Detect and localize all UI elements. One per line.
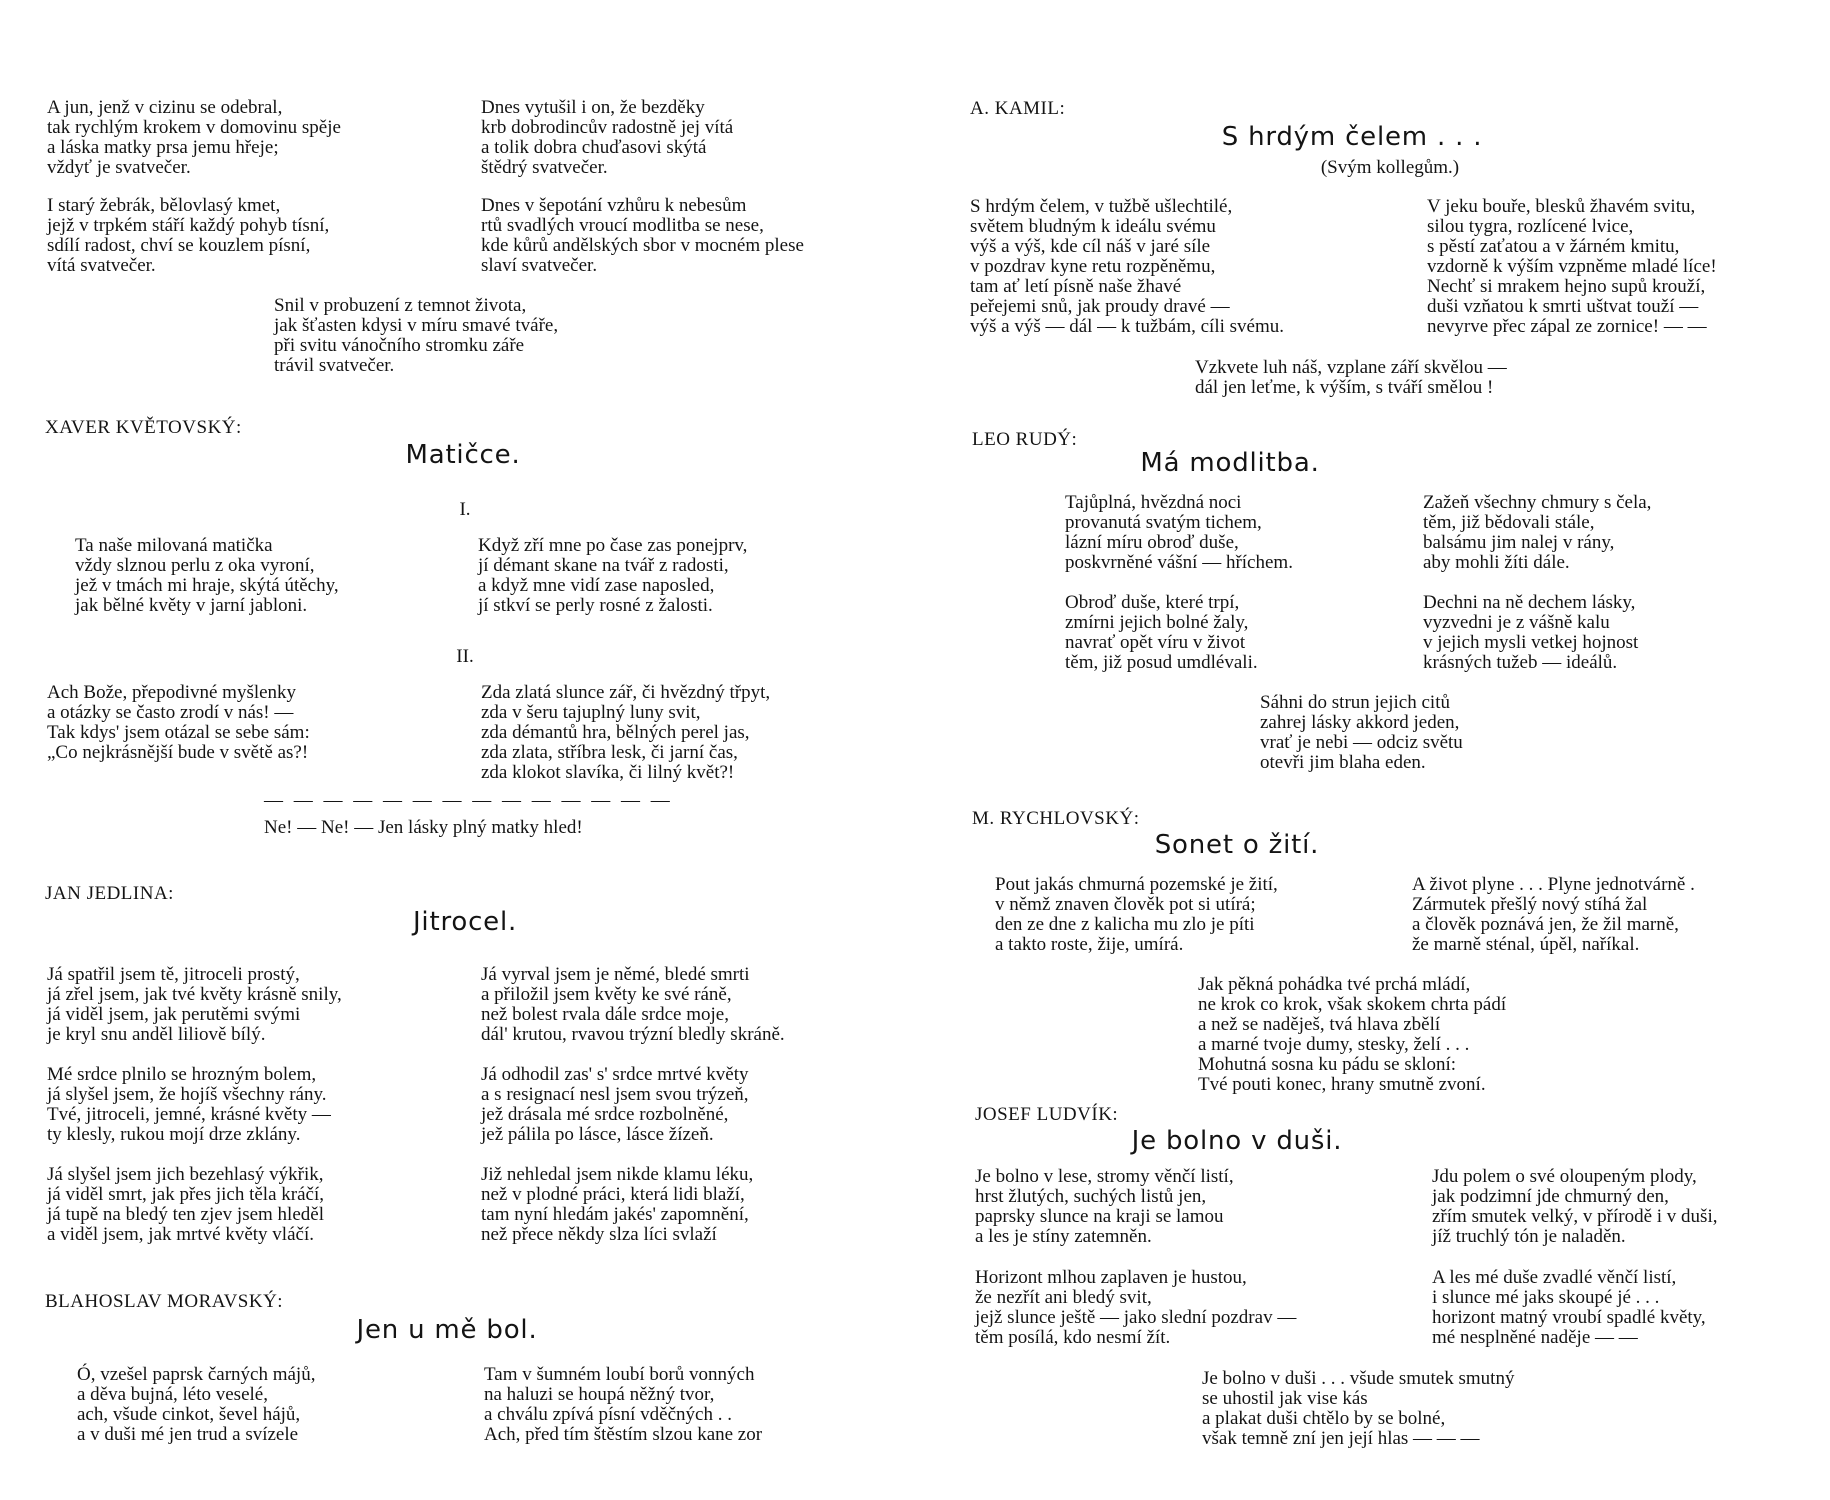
sonet-stanza-3 — [1198, 975, 1506, 1095]
poem-line: Sáhni do strun jejich citů — [1260, 692, 1450, 713]
poem-line: ach, všude cinkot, ševel hájů, — [77, 1404, 301, 1425]
poem-line: peřejemi snů, jak proudy dravé — — [970, 296, 1230, 317]
poem-line: zmírni jejich bolné žaly, — [1065, 612, 1249, 633]
poem-line: trávil svatvečer. — [274, 355, 395, 376]
poem-line: Jak pěkná pohádka tvé prchá mládí, — [1198, 974, 1471, 995]
jitrocel-stanza-5 — [47, 1165, 324, 1245]
poem-line: na haluzi se houpá něžný tvor, — [484, 1384, 715, 1405]
maticce-stanza-1 — [75, 536, 339, 616]
poem-line: světem bludným k ideálu svému — [970, 216, 1216, 237]
poem-line: zřím smutek velký, v přírodě i v duši, — [1432, 1206, 1718, 1227]
poem-line: vyzvedni je z vášně kalu — [1423, 612, 1610, 633]
poem-line: jak bělné květy v jarní jabloni. — [75, 595, 308, 616]
poem-line: těm, již posud umdlévali. — [1065, 652, 1258, 673]
poem-line: nevyrve přec zápal ze zornice! — — — [1427, 316, 1707, 337]
je-bolno-stanza-4 — [1432, 1268, 1706, 1348]
maticce-stanza-3 — [47, 683, 310, 763]
poem-line: Tajůplná, hvězdná noci — [1065, 492, 1242, 513]
poem-line: štědrý svatvečer. — [481, 157, 608, 178]
poem-line: V jeku bouře, blesků žhavém svitu, — [1427, 196, 1696, 217]
poem-line: a přiložil jsem květy ke své ráně, — [481, 984, 732, 1005]
poem-line: Tak kdys' jsem otázal se sebe sám: — [47, 722, 310, 743]
poem-author: M. RYCHLOVSKÝ: — [972, 808, 1140, 829]
poem-line: Již nehledal jsem nikde klamu léku, — [481, 1164, 754, 1185]
poem-line: však temně zní jen její hlas — — — — [1202, 1428, 1480, 1449]
poem-line: paprsky slunce na kraji se lamou — [975, 1206, 1224, 1227]
intro-stanza-1 — [47, 98, 341, 178]
poem-line: Dnes vytušil i on, že bezděky — [481, 97, 705, 118]
poem-line: a otázky se často zrodí v nás! — — [47, 702, 294, 723]
poem-line: Zármutek přešlý nový stíhá žal — [1412, 894, 1648, 915]
poem-line: v němž znaven člověk pot si utírá; — [995, 894, 1256, 915]
poem-line: slaví svatvečer. — [481, 255, 598, 276]
poem-subtitle: (Svým kollegům.) — [1320, 157, 1460, 178]
poem-line: v pozdrav kyne retu rozpěněmu, — [970, 256, 1216, 277]
poem-line: aby mohli žíti dále. — [1423, 552, 1570, 573]
ma-modlitba-stanza-4 — [1423, 593, 1638, 673]
poem-line: Nechť si mrakem hejno supů krouží, — [1427, 276, 1706, 297]
poem-line: krb dobrodincův radostně jej vítá — [481, 117, 734, 138]
poem-title: Má modlitba. — [1140, 448, 1320, 478]
poem-line: Tvé, jitroceli, jemné, krásné květy — — [47, 1104, 331, 1125]
poem-line: a marné tvoje dumy, stesky, želí . . . — [1198, 1034, 1470, 1055]
poem-line: a v duši mé jen trud a svízele — [77, 1424, 299, 1445]
poem-line: těm posílá, kdo nesmí žít. — [975, 1327, 1171, 1348]
poem-line: dál' krutou, rvavou trýzní bledly skráně. — [481, 1024, 785, 1045]
poem-line: rtů svadlých vroucí modlitba se nese, — [481, 215, 764, 236]
poem-line: Snil v probuzení z temnot života, — [274, 295, 527, 316]
poem-line: vítá svatvečer. — [47, 255, 156, 276]
poem-line: Tvé pouti konec, hrany smutně zvoní. — [1198, 1074, 1486, 1095]
poem-line: balsámu jim nalej v rány, — [1423, 532, 1615, 553]
poem-line: A jun, jenž v cizinu se odebral, — [47, 97, 283, 118]
poem-title: Matičce. — [405, 440, 521, 470]
section-number: II. — [456, 646, 474, 667]
poem-line: Je bolno v lese, stromy věnčí listí, — [975, 1166, 1234, 1187]
right-page — [915, 0, 1830, 1500]
poem-author: LEO RUDÝ: — [972, 429, 1078, 450]
poem-line: Zažeň všechny chmury s čela, — [1423, 492, 1652, 513]
poem-line: Jdu polem o své oloupeným plody, — [1432, 1166, 1697, 1187]
poem-line: S hrdým čelem, v tužbě ušlechtilé, — [970, 196, 1233, 217]
poem-line: těm, již bědovali stále, — [1423, 512, 1595, 533]
poem-line: Pout jakás chmurná pozemské je žití, — [995, 874, 1278, 895]
poem-line: při svitu vánočního stromku záře — [274, 335, 525, 356]
poem-line: a děva bujná, léto veselé, — [77, 1384, 268, 1405]
jitrocel-stanza-2 — [481, 965, 785, 1045]
poem-line: horizont matný vroubí spadlé květy, — [1432, 1307, 1706, 1328]
maticce-stanza-2 — [478, 536, 747, 616]
poem-line: tak rychlým krokem v domovinu spěje — [47, 117, 341, 138]
poem-line: a když mne vidí zase naposled, — [478, 575, 715, 596]
poem-line: já zřel jsem, jak tvé květy krásně snily, — [47, 984, 342, 1005]
poem-line: a les je stíny zatemněn. — [975, 1226, 1152, 1247]
je-bolno-stanza-3 — [975, 1268, 1296, 1348]
poem-line: Já odhodil zas' s' srdce mrtvé květy — [481, 1064, 749, 1085]
poem-line: a chválu zpívá písní vděčných . . — [484, 1404, 732, 1425]
poem-line: já viděl jsem, jak perutěmi svými — [47, 1004, 301, 1025]
intro-stanza-2 — [481, 98, 733, 178]
poem-author: XAVER KVĚTOVSKÝ: — [45, 417, 242, 438]
poem-line: Já vyrval jsem je němé, bledé smrti — [481, 964, 750, 985]
poem-line: vždy slznou perlu z oka vyroní, — [75, 555, 315, 576]
ma-modlitba-stanza-2 — [1423, 493, 1651, 573]
ma-modlitba-stanza-1 — [1065, 493, 1293, 573]
poem-line: že marně sténal, úpěl, naříkal. — [1412, 934, 1640, 955]
poem-line: ne krok co krok, však skokem chrta pádí — [1198, 994, 1507, 1015]
intro-stanza-5 — [274, 296, 558, 376]
poem-line: dál jen leťme, k výším, s tváří smělou ! — [1195, 377, 1494, 398]
poem-line: Mohutná sosna ku pádu se skloní: — [1198, 1054, 1457, 1075]
poem-line: A les mé duše zvadlé věnčí listí, — [1432, 1267, 1677, 1288]
je-bolno-stanza-2 — [1432, 1167, 1717, 1247]
poem-line: i slunce mé jaks skoupé jé . . . — [1432, 1287, 1660, 1308]
poem-line: krásných tužeb — ideálů. — [1423, 652, 1618, 673]
maticce-stanza-4 — [481, 683, 770, 783]
poem-line: Dnes v šepotání vzhůru k nebesům — [481, 195, 747, 216]
poem-line: tam nyní hledám jakés' zapomnění, — [481, 1204, 749, 1225]
poem-line: Tam v šumném loubí borů vonných — [484, 1364, 755, 1385]
poem-line: Dechni na ně dechem lásky, — [1423, 592, 1636, 613]
poem-line: vrať je nebi — odciz světu — [1260, 732, 1463, 753]
poem-line: než v plodné práci, která lidi blaží, — [481, 1184, 745, 1205]
poem-title: Jen u mě bol. — [356, 1315, 538, 1345]
poem-line: já viděl smrt, jak přes jich těla kráčí, — [47, 1184, 324, 1205]
poem-line: a tolik dobra chuďasovi skýtá — [481, 137, 707, 158]
section-number: I. — [459, 499, 471, 520]
jen-u-me-bol-stanza-1 — [77, 1365, 315, 1445]
jitrocel-stanza-3 — [47, 1065, 331, 1145]
poem-line: zda zlata, stříbra lesk, či jarní čas, — [481, 742, 738, 763]
jitrocel-stanza-4 — [481, 1065, 749, 1145]
poem-line: Když zří mne po čase zas ponejprv, — [478, 535, 748, 556]
poem-line: Já spatřil jsem tě, jitroceli prostý, — [47, 964, 300, 985]
s-hrdym-celem-stanza-1 — [970, 197, 1284, 337]
poem-line: než přece někdy slza líci svlaží — [481, 1224, 717, 1245]
poem-author: BLAHOSLAV MORAVSKÝ: — [45, 1291, 284, 1312]
poem-line: než bolest rvala dále srdce moje, — [481, 1004, 729, 1025]
poem-line: a takto roste, žije, umírá. — [995, 934, 1184, 955]
poem-line: ty klesly, rukou mojí drze zklány. — [47, 1124, 301, 1145]
poem-line: Ta naše milovaná matička — [75, 535, 273, 556]
poem-author: JOSEF LUDVÍK: — [975, 1104, 1119, 1125]
poem-title: Jitrocel. — [412, 907, 518, 937]
poem-line: navrať opět víru v život — [1065, 632, 1246, 653]
poem-line: I starý žebrák, bělovlasý kmet, — [47, 195, 281, 216]
poem-line: jež pálila po lásce, lásce žízeň. — [481, 1124, 714, 1145]
poem-line: já slyšel jsem, že hojíš všechny rány. — [47, 1084, 327, 1105]
s-hrdym-celem-stanza-2 — [1427, 197, 1717, 337]
poem-line: den ze dne z kalicha mu zlo je píti — [995, 914, 1255, 935]
poem-author: A. KAMIL: — [970, 98, 1066, 119]
je-bolno-stanza-1 — [975, 1167, 1234, 1247]
poem-line: Ó, vzešel paprsk čarných májů, — [77, 1364, 316, 1385]
sonet-stanza-2 — [1412, 875, 1695, 955]
poem-line: a láska matky prsa jemu hřeje; — [47, 137, 279, 158]
je-bolno-stanza-5 — [1202, 1369, 1514, 1449]
poem-line: „Co nejkrásnější bude v světě as?! — [47, 742, 309, 763]
poem-line: zda v šeru tajuplný luny svit, — [481, 702, 701, 723]
poem-line: zda klokot slavíka, či lilný květ?! — [481, 762, 735, 783]
jitrocel-stanza-6 — [481, 1165, 753, 1245]
poem-line: jak podzimní jde chmurný den, — [1432, 1186, 1669, 1207]
poem-line: tam ať letí písně naše žhavé — [970, 276, 1182, 297]
poem-line: kde kůrů andělských sbor v mocném plese — [481, 235, 804, 256]
poem-line: Je bolno v duši . . . všude smutek smutný — [1202, 1368, 1515, 1389]
poem-line: provanutá svatým tichem, — [1065, 512, 1262, 533]
jitrocel-stanza-1 — [47, 965, 342, 1045]
poem-line: jež v tmách mi hraje, skýtá útěchy, — [75, 575, 339, 596]
poem-line: je kryl snu anděl liliově bílý. — [47, 1024, 266, 1045]
poem-line: Mé srdce plnilo se hrozným bolem, — [47, 1064, 317, 1085]
intro-stanza-3 — [47, 196, 329, 276]
poem-line: že nezřít ani bledý svit, — [975, 1287, 1152, 1308]
poem-line: jejž slunce ještě — jako slední pozdrav — — [975, 1307, 1297, 1328]
poem-line: výš a výš — dál — k tužbám, cíli svému. — [970, 316, 1284, 337]
poem-line: hrst žlutých, suchých listů jen, — [975, 1186, 1207, 1207]
poem-line: jejž v trpkém stáří každý pohyb tísní, — [47, 215, 330, 236]
poem-line: a s resignací nesl jsem svou trýzeň, — [481, 1084, 749, 1105]
poem-line: a než se naděješ, tvá hlava zbělí — [1198, 1014, 1441, 1035]
poem-line: vždyť je svatvečer. — [47, 157, 191, 178]
poem-line: a plakat duši chtělo by se bolné, — [1202, 1408, 1446, 1429]
poem-line: Horizont mlhou zaplaven je hustou, — [975, 1267, 1247, 1288]
poem-title: Je bolno v duši. — [1131, 1126, 1343, 1156]
poem-line: Ach, před tím štěstím slzou kane zor — [484, 1424, 763, 1445]
poem-line: vzdorně k výším vzpněme mladé líce! — [1427, 256, 1717, 277]
poem-line: a viděl jsem, jak mrtvé květy vláčí. — [47, 1224, 314, 1245]
poem-line: jak šťasten kdysi v míru smavé tváře, — [274, 315, 559, 336]
poem-line: silou tygra, rozlícené lvice, — [1427, 216, 1634, 237]
poem-line: zahrej lásky akkord jeden, — [1260, 712, 1460, 733]
poem-line: poskvrněné vášní — hříchem. — [1065, 552, 1293, 573]
poem-line: Zda zlatá slunce zář, či hvězdný třpyt, — [481, 682, 771, 703]
ma-modlitba-stanza-5 — [1260, 693, 1463, 773]
poem-title: Sonet o žití. — [1154, 830, 1320, 860]
poem-line: Vzkvete luh náš, vzplane září skvělou — — [1195, 357, 1507, 378]
poem-line: Ach Bože, přepodivné myšlenky — [47, 682, 297, 703]
poem-line: Obroď duše, které trpí, — [1065, 592, 1240, 613]
poem-line: duši vzňatou k smrti uštvat touží — — [1427, 296, 1699, 317]
poem-line: se uhostil jak vise kás — [1202, 1388, 1368, 1409]
closing-line: Ne! — Ne! — Jen lásky plný matky hled! — [264, 817, 583, 838]
intro-stanza-4 — [481, 196, 804, 276]
sonet-stanza-1 — [995, 875, 1278, 955]
poem-line: jíž truchlý tón je naladěn. — [1432, 1226, 1626, 1247]
poem-line: jí démant skane na tvář z radosti, — [478, 555, 729, 576]
poem-line: mé nesplněné naděje — — — [1432, 1327, 1638, 1348]
poem-line: já tupě na bledý ten zjev jsem hleděl — [47, 1204, 324, 1225]
separator-dashes: — — — — — — — — — — — — — — — [264, 790, 673, 811]
poem-line: výš a výš, kde cíl náš v jaré síle — [970, 236, 1211, 257]
poem-line: v jejich mysli vetkej hojnost — [1423, 632, 1639, 653]
poem-line: Já slyšel jsem jich bezehlasý výkřik, — [47, 1164, 324, 1185]
s-hrdym-celem-stanza-3 — [1195, 358, 1507, 398]
poem-line: sdílí radost, chví se kouzlem písní, — [47, 235, 311, 256]
poem-line: jež drásala mé srdce rozbolněné, — [481, 1104, 729, 1125]
poem-title: S hrdým čelem . . . — [1221, 122, 1483, 152]
ma-modlitba-stanza-3 — [1065, 593, 1258, 673]
jen-u-me-bol-stanza-2 — [484, 1365, 762, 1445]
poem-line: A život plyne . . . Plyne jednotvárně . — [1412, 874, 1695, 895]
poem-line: jí stkví se perly rosné z žalosti. — [478, 595, 713, 616]
poem-line: zda démantů hra, bělných perel jas, — [481, 722, 750, 743]
poem-line: otevři jim blaha eden. — [1260, 752, 1426, 773]
poem-line: lázní míru obroď duše, — [1065, 532, 1239, 553]
poem-line: s pěstí zaťatou a v žárném kmitu, — [1427, 236, 1680, 257]
poem-line: a člověk poznává jen, že žil marně, — [1412, 914, 1679, 935]
poem-author: JAN JEDLINA: — [45, 883, 174, 904]
